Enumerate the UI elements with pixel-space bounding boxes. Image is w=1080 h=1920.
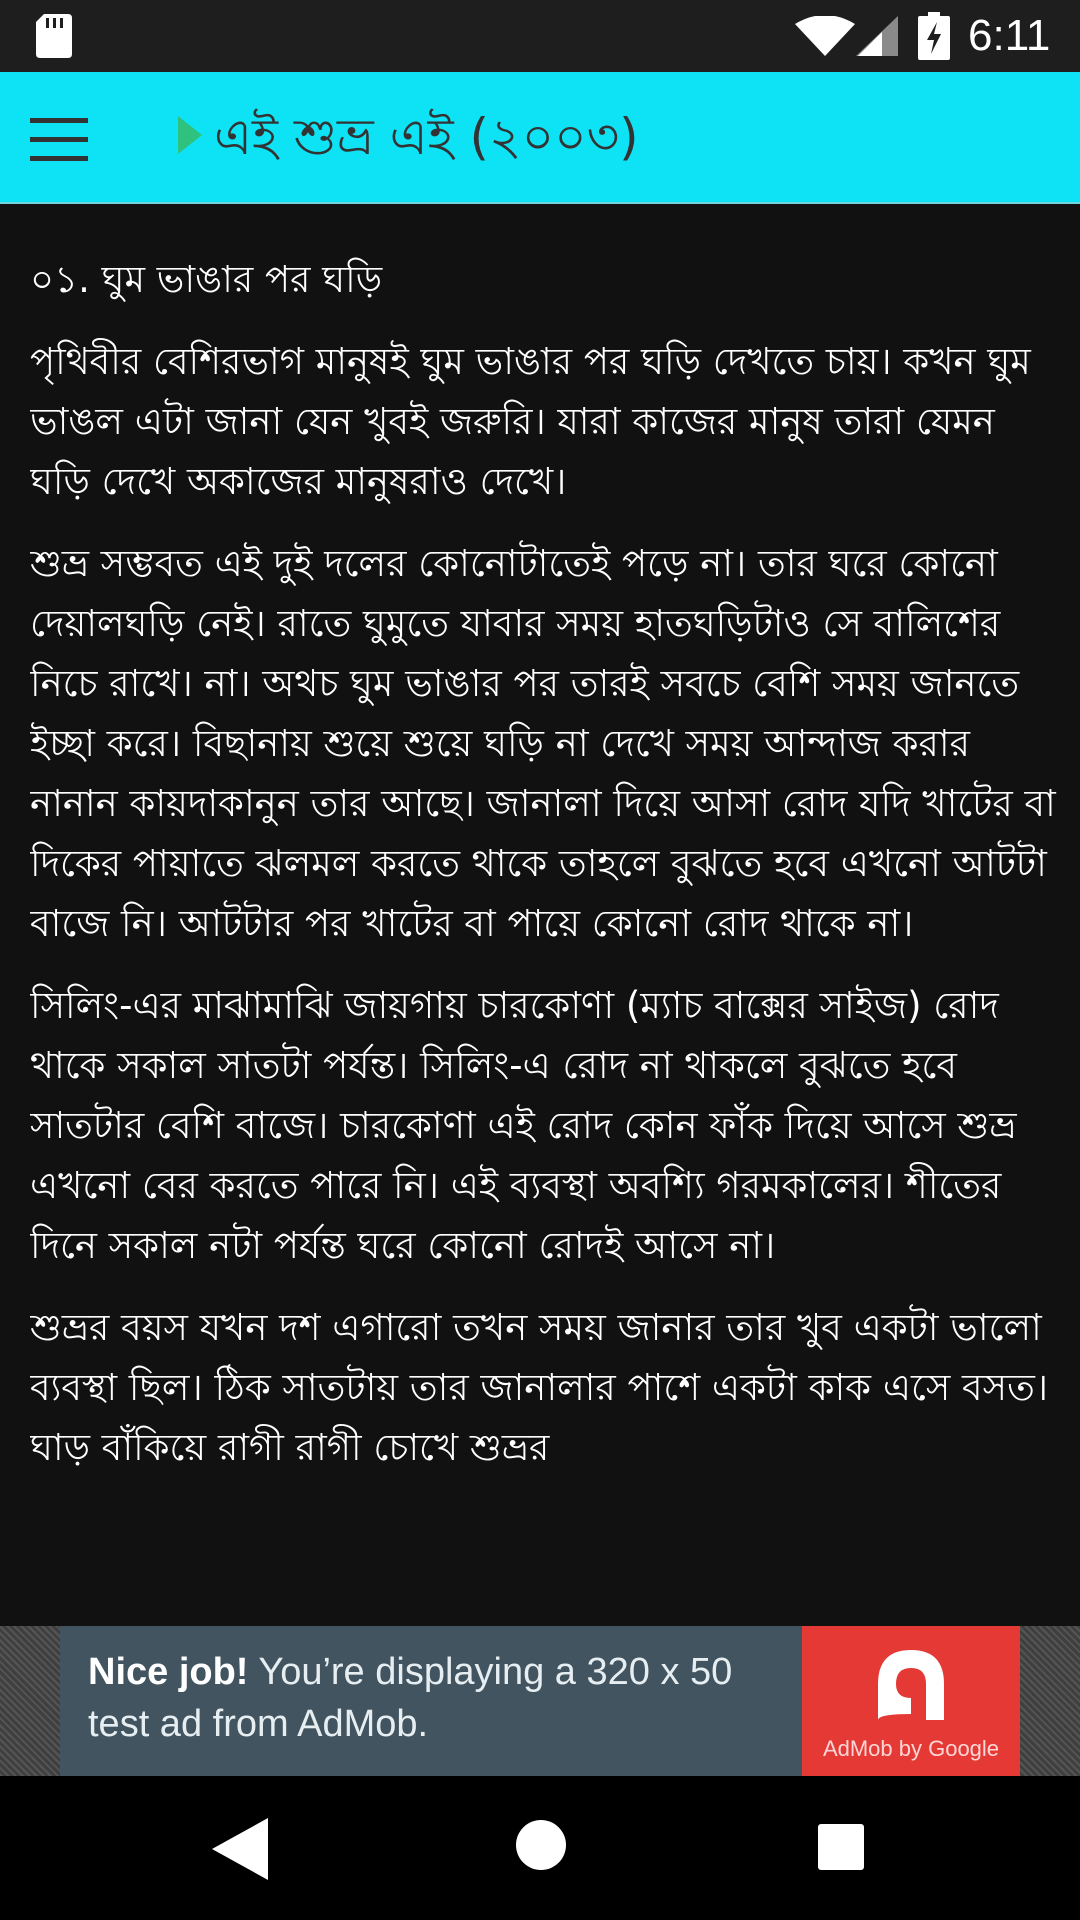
ad-text (88, 1646, 798, 1750)
chapter-content[interactable] (30, 250, 1060, 1626)
paragraph: পৃথিবীর বেশিরভাগ মানুষই ঘুম ভাঙার পর ঘড়ি দেখতে চায়। কখন ঘুম ভাঙল এটা জানা যেন খুবই জরুরি। যারা কাজের মানুষ তারা যেমন ঘড়ি দেখে অকাজের মানুষরাও দেখে। (30, 340, 1031, 503)
page-title: এই শুভ্র এই (২০০৩) (214, 108, 639, 166)
paragraph: সিলিং-এর মাঝামাঝি জায়গায় চারকোণা (ম্যাচ বাক্সের সাইজ) রোদ থাকে সকাল সাতটা পর্যন্ত। সিলিং-এ রোদ না থাকলে বুঝতে হবে সাতটার বেশি বাজে। চারকোণা এই রোদ কোন ফাঁক দিয়ে আসে শুভ্র এখনো বের করতে পারে নি। এই ব্যবস্থা অবশ্যি গরমকালের। শীতের দিনে সকাল নটা পর্যন্ত ঘরে কোনো রোদই আসে না। (30, 984, 1017, 1267)
battery-charging-icon (918, 12, 950, 60)
status-bar (0, 0, 1080, 72)
admob-logo-icon (864, 1640, 958, 1734)
wifi-icon (795, 16, 855, 56)
back-icon[interactable] (212, 1818, 268, 1880)
app-bar (0, 72, 1080, 204)
paragraph: শুভ্র সম্ভবত এই দুই দলের কোনোটাতেই পড়ে না। তার ঘরে কোনো দেয়ালঘড়ি নেই। রাতে ঘুমুতে যাবার সময় হাতঘড়িটাও সে বালিশের নিচে রাখে। না। অথচ ঘুম ভাঙার পর তারই সবচে বেশি সময় জানতে ইচ্ছা করে। বিছানায় শুয়ে শুয়ে ঘড়ি না দেখে সময় আন্দাজ করার নানান কায়দাকানুন তার আছে। জানালা দিয়ে আসা রোদ যদি খাটের বা দিকের পায়াতে ঝলমল করতে থাকে তাহলে বুঝতে হবে এখনো আটটা বাজে নি। আটটার পর খাটের বা পায়ে কোনো রোদ থাকে না। (30, 542, 1056, 945)
ad-body: You’re displaying a 320 x 50 test ad from AdMob. (88, 1651, 733, 1745)
menu-button[interactable] (28, 116, 92, 164)
ad-banner[interactable] (60, 1626, 1020, 1776)
signal-icon (856, 16, 898, 56)
ad-logo-box (802, 1626, 1020, 1776)
navigation-bar (0, 1776, 1080, 1920)
play-icon (178, 116, 202, 154)
recents-icon[interactable] (818, 1824, 864, 1870)
ad-headline: Nice job! (88, 1651, 249, 1693)
clock: 6:11 (968, 11, 1051, 60)
home-icon[interactable] (516, 1820, 566, 1870)
hamburger-menu-icon (30, 118, 88, 123)
sd-card-icon (36, 14, 72, 58)
ad-text-box (60, 1626, 802, 1776)
chapter-title: ০১. ঘুম ভাঙার পর ঘড়ি (30, 258, 383, 301)
paragraph: শুভ্রর বয়স যখন দশ এগারো তখন সময় জানার তার খুব একটা ভালো ব্যবস্থা ছিল। ঠিক সাতটায় তার জানালার পাশে একটা কাক এসে বসত। ঘাড় বাঁকিয়ে রাগী রাগী চোখে শুভ্রর (30, 1306, 1049, 1469)
admob-caption: AdMob by Google (822, 1736, 1000, 1761)
